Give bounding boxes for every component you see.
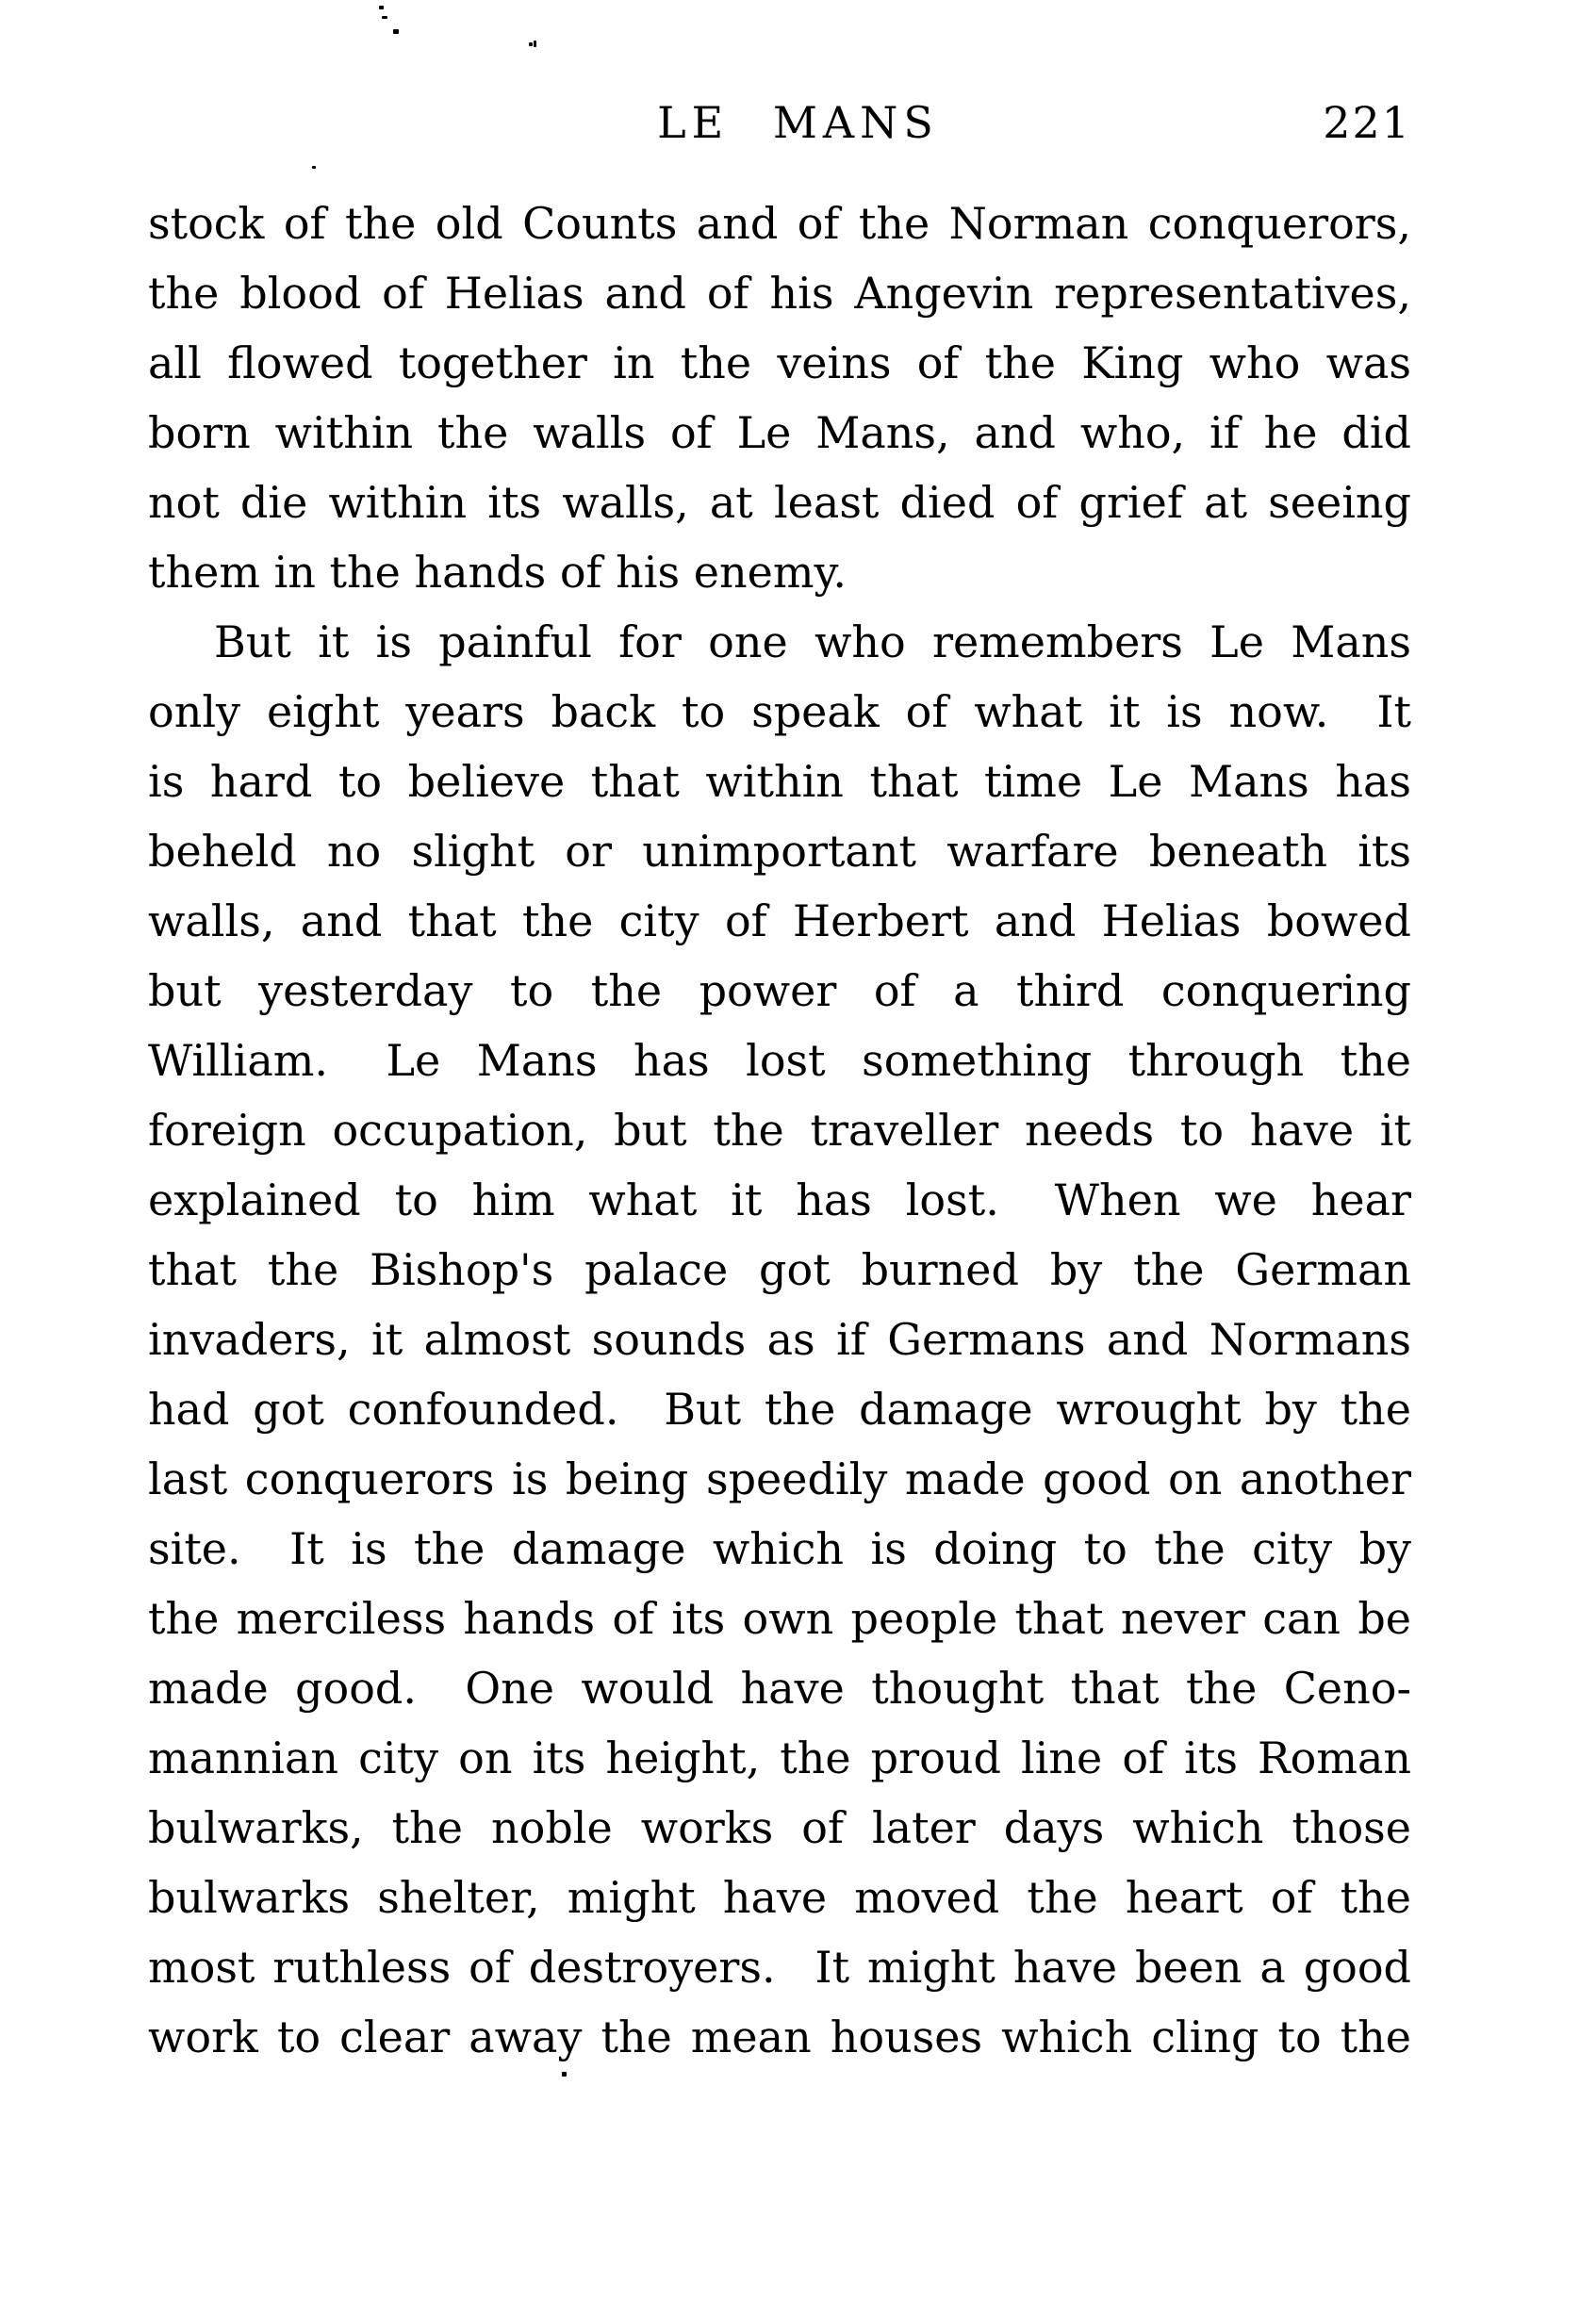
text-line: the merciless hands of its own people that never can be [148,1593,1411,1644]
text-line: William. Le Mans has lost something through the [148,1035,1411,1086]
text-line: made good. One would have thought that the Ceno- [148,1663,1411,1714]
text-line: born within the walls of Le Mans, and who, if he did [148,407,1411,458]
text-line: last conquerors is being speedily made good on another [148,1453,1411,1504]
ink-speck [382,16,387,19]
text-line: invaders, it almost sounds as if Germans and Normans [148,1314,1411,1365]
text-line: site. It is the damage which is doing to the city by [148,1523,1411,1574]
text-line: the blood of Helias and of his Angevin representatives, [148,268,1411,319]
text-line: is hard to believe that within that time Le Mans has [148,756,1411,807]
text-line: beheld no slight or unimportant warfare beneath its [148,826,1411,877]
text-line: But it is painful for one who remembers Le Mans [214,616,1411,667]
text-line: only eight years back to speak of what it is now. It [148,686,1411,737]
text-line: had got confounded. But the damage wrought by the [148,1384,1411,1435]
text-line: stock of the old Counts and of the Norman conquerors, [148,198,1411,249]
text-line: foreign occupation, but the traveller needs to have it [148,1105,1411,1156]
ink-speck [534,41,536,47]
paragraph-2 [148,607,1411,2072]
ink-speck [529,42,533,46]
text-line: work to clear away the mean houses which cling to the [148,2012,1411,2062]
text-line: them in the hands of his enemy. [148,547,847,598]
text-line: that the Bishop's palace got burned by the German [148,1244,1411,1295]
text-line: not die within its walls, at least died of grief at seeing [148,477,1411,528]
text-line: bulwarks shelter, might have moved the heart of the [148,1872,1411,1923]
ink-speck [393,29,399,34]
text-line: walls, and that the city of Herbert and Helias bowed [148,895,1411,946]
page-number: 221 [1323,97,1411,148]
text-line: all flowed together in the veins of the King who was [148,337,1411,388]
text-line: most ruthless of destroyers. It might have been a good [148,1942,1411,1993]
chapter-title: LE MANS [657,97,939,148]
text-line: bulwarks, the noble works of later days which those [148,1802,1411,1853]
paragraph-1 [148,189,1411,607]
ink-speck [312,166,316,169]
body-text [148,189,1411,2072]
ink-speck [379,6,384,9]
text-line: mannian city on its height, the proud line of its Roman [148,1732,1411,1783]
text-line: but yesterday to the power of a third conquering [148,965,1411,1016]
ink-speck [562,2072,567,2077]
text-line: explained to him what it has lost. When we hear [148,1174,1411,1225]
